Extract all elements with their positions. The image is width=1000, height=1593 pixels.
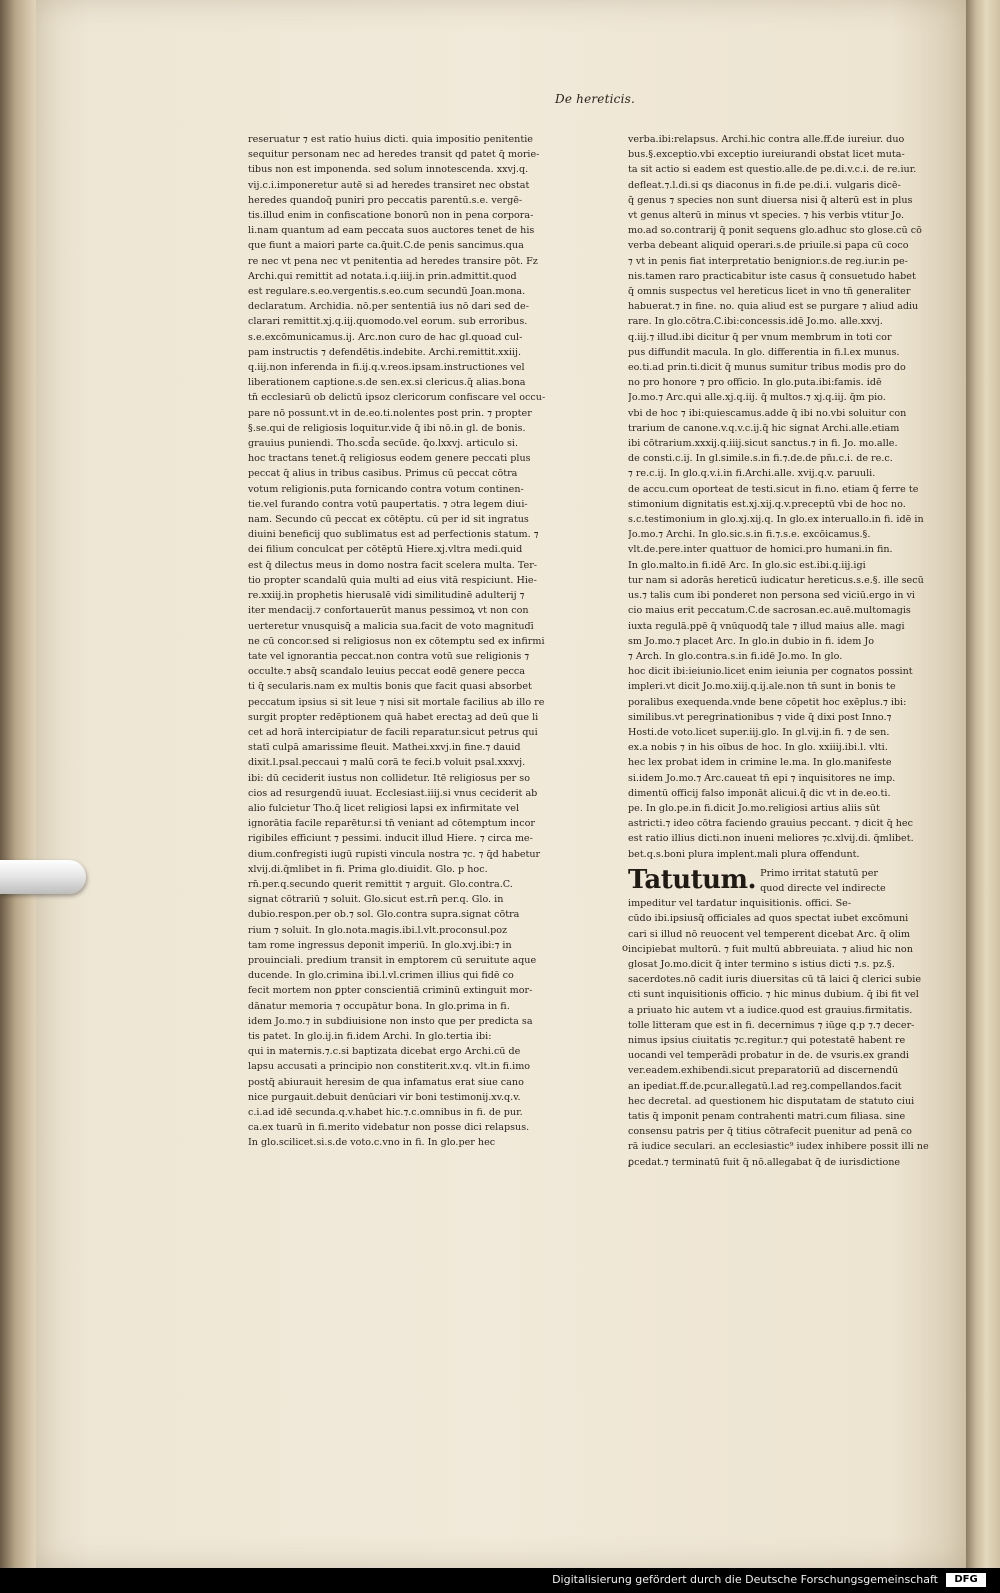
text-line: re.xxiij.in prophetis hierusalē vidi similitudinē adulterij ⁊ — [248, 590, 525, 602]
text-line: xlvij.di.q̄mlibet in fi. Prima glo.diuidit. Glo. p hoc. — [248, 863, 488, 875]
text-line: peccatum ipsius si sit leue ⁊ nisi sit mortale facilius ab illo re — [248, 696, 545, 708]
text-line: tur nam si adorās hereticū iudicatur hereticus.s.e.§. ille secū — [628, 574, 924, 586]
text-line: tolle litteram que est in fi. decernimus ⁊ iūge q.p ⁊.⁊ decer- — [628, 1019, 915, 1031]
text-line: si.idem Jo.mo.⁊ Arc.caueat tn̄ epi ⁊ inquisitores ne imp. — [628, 772, 896, 784]
text-line: statī culpā amarissime fleuit. Mathei.xxvj.in fine.⁊ dauid — [248, 742, 521, 754]
text-line: vt genus alterū in minus vt species. ⁊ his verbis vtitur Jo. — [628, 210, 905, 222]
text-line: dei filium conculcat per cōtēptū Hiere.xj.vltra medi.quid — [248, 544, 523, 556]
right-text-column — [628, 132, 958, 1252]
text-line: est ratio illius dicti.non inueni meliores ⁊c.xlvij.di. q̄mlibet. — [628, 833, 914, 845]
text-line: est regulare.s.eo.vergentis.s.eo.cum secundū Joan.mona. — [248, 286, 526, 298]
text-line: ⁊ re.c.ij. In glo.q.v.i.in fi.Archi.alle. xvij.q.v. paruuli. — [628, 468, 876, 480]
text-line: peccat q̄ alius in tribus casibus. Primus cū peccat cōtra — [248, 468, 518, 480]
text-line: ꝑcedat.⁊ terminatū fuit q̄ nō.allegabat q̄ de iurisdictione — [628, 1156, 901, 1168]
text-line: de consti.c.ij. In gl.simile.s.in fi.⁊.de.de pn̄ı.c.i. de re.c. — [628, 453, 893, 465]
text-line: pare nō possunt.vt in de.eo.ti.nolentes post prin. ⁊ propter — [248, 407, 532, 419]
text-line: rium ⁊ soluit. In glo.nota.magis.ibi.l.vlt.proconsul.poz — [248, 924, 508, 936]
text-line: q̄ omnis suspectus vel hereticus licet in vno tn̄ generaliter — [628, 286, 911, 298]
text-line: rigibiles efficiunt ⁊ pessimi. inducit illud Hiere. ⁊ circa me- — [248, 833, 533, 845]
text-line: iter mendacij.⁊ confortauerūt manus pessimoꝝ vt non con — [248, 605, 529, 617]
text-line: hoc dicit ibi:ieiunio.licet enim ieiunia per cognatos possint — [628, 666, 913, 678]
left-page-edge — [0, 0, 40, 1568]
text-line: tie.vel furando contra votū paupertatis. ⁊ ɔtra legem diui- — [248, 498, 528, 510]
text-line: re nec vt pena nec vt penitentia ad heredes transire pōt. Fz — [248, 255, 538, 267]
text-line: Hosti.de voto.licet super.iij.glo. In gl.vij.in fi. ⁊ de sen. — [628, 726, 890, 738]
text-line: ex.a nobis ⁊ in his oībus de hoc. In glo. xxiiij.ibi.l. vlti. — [628, 742, 888, 754]
text-line: hoc tractans tenet.q̄ religiosus eodem genere peccati plus — [248, 453, 531, 465]
text-line: cūdo ibi.ipsiusq̄ officiales ad quos spectat iubet excōmuni — [628, 913, 909, 925]
text-line: nam. Secundo cū peccat ex cōtēptu. cū per id sit ingratus — [248, 514, 529, 526]
text-line: tis patet. In glo.ij.in fi.idem Archi. In glo.tertia ibi: — [248, 1030, 492, 1042]
text-line: defleat.⁊.l.di.si qs diaconus in fi.de pe.di.i. vulgaris dicē- — [628, 179, 901, 191]
text-line: clarari remittit.xj.q.iij.quomodo.vel eorum. sub erroribus. — [248, 316, 528, 328]
text-line: li.nam quantum ad eam peccata suos auctores tenet de his — [248, 225, 535, 237]
text-line: tatis q̄ imponit penam contrahenti matri.cum filiasa. sine — [628, 1111, 906, 1122]
text-line: ⁊ vt in penis fiat interpretatio benignior.s.de reg.iur.in pe- — [628, 255, 908, 267]
text-line: occulte.⁊ absq̄ scandalo leuius peccat eodē genere pecca — [248, 666, 526, 678]
text-line: tibus non est imponenda. sed solum innotescenda. xxvj.q. — [248, 164, 529, 176]
statutum-text — [628, 866, 958, 1170]
text-line: tio propter scandalū quia multi ad eius vitā respiciunt. Hie- — [248, 574, 537, 586]
text-line: uerteretur vnusquisq̄ a malicia sua.facit de voto magnitudī — [248, 620, 534, 632]
text-line: cios ad resurgendū iuuat. Ecclesiast.iiij.si vnus ceciderit ab — [248, 787, 538, 799]
text-line: fecit mortem non ꝑpter conscientiā criminū extinguit mor- — [248, 985, 533, 997]
text-line: pam instructis ⁊ defendētis.indebite. Archi.remittit.xxiij. — [248, 346, 522, 358]
text-line: poralibus exequenda.vnde bene cōpetit hoc exēplus.⁊ ibi: — [628, 696, 907, 708]
text-line: rn̄.per.q.secundo querit remittit ⁊ arguit. Glo.contra.C. — [248, 878, 513, 890]
right-column-commentary — [628, 132, 958, 862]
text-line: ⁊ Arch. In glo.contra.s.in fi.idē Jo.mo. In glo. — [628, 650, 843, 662]
text-line: nice purgauit.debuit denūciari vir boni testimonij.xv.q.v. — [248, 1091, 521, 1103]
text-line: cti sunt inquisitionis officio. ⁊ hic minus dubium. q̄ ibi fit vel — [628, 989, 919, 1001]
text-line: hec lex probat idem in crimine le.ma. In glo.manifeste — [628, 757, 892, 769]
text-line: dium.confregisti iugū rupisti vincula nostra ⁊c. ⁊ q̄d habetur — [248, 848, 541, 860]
text-line: c.i.ad idē secunda.q.v.habet hic.⁊.c.omnibus in fi. de pur. — [248, 1107, 523, 1118]
text-line: tn̄ ecclesiarū ob delictū ipsoz clericorum confiscare vel occu- — [248, 392, 546, 404]
text-line: ca.ex tuarū in fi.merito videbatur non posse dici relapsus. — [248, 1122, 530, 1134]
text-line: nis.tamen raro practicabitur iste casus q̄ consuetudo habet — [628, 270, 916, 282]
text-line: sm Jo.mo.⁊ placet Arc. In glo.in dubio in fi. idem Jo — [628, 635, 875, 647]
text-line: est q̄ dilectus meus in domo nostra facit scelera multa. Ter- — [248, 559, 538, 571]
footer-bar — [0, 1568, 1000, 1593]
text-line: consensu patris per q̄ titius cōtrafecit puenitur ad penā co — [628, 1126, 912, 1138]
text-line: ti q̄ secularis.nam ex multis bonis que facit quasi absorbet — [248, 681, 532, 693]
text-line: pus diffundit macula. In glo. differentia in fi.l.ex munus. — [628, 346, 900, 358]
dfg-logo: DFG — [946, 1573, 986, 1587]
text-line: s.c.testimonium in glo.xj.xij.q. In glo.ex interuallo.in fi. idē in — [628, 514, 924, 526]
text-line: ibi: dū ceciderit iustus non collidetur. Itē religiosus per so — [248, 772, 530, 784]
text-line: ver.eadem.exhibendi.sicut preparatoriū ad discernendū — [628, 1065, 899, 1077]
statutum-initial: Tatutum. — [628, 864, 757, 895]
text-line: quod directe vel indirecte — [760, 882, 886, 894]
text-line: Primo irritat statutū per — [760, 867, 878, 879]
text-line: heredes quandoq̄ puniri pro peccatis parentū.s.e. vergē- — [248, 194, 523, 206]
text-line: similibus.vt peregrinationibus ⁊ vide q̄ dixi post Inno.⁊ — [628, 711, 892, 723]
text-line: impleri.vt dicit Jo.mo.xiij.q.ij.ale.non tn̄ sunt in bonis te — [628, 681, 896, 693]
page-clip — [0, 860, 86, 894]
section-bullet: o — [622, 943, 629, 954]
text-line: Archi.qui remittit ad notata.i.q.iiij.in prin.admittit.quod — [248, 270, 517, 282]
text-line: q̄ genus ⁊ species non sunt diuersa nisi q̄ alterū est in plus — [628, 194, 913, 206]
footer-credit: Digitalisierung gefördert durch die Deutsche Forschungsgemeinschaft — [552, 1573, 938, 1586]
text-line: dubio.respon.per ob.⁊ sol. Glo.contra supra.signat cōtra — [248, 909, 520, 921]
text-line: ducende. In glo.crimina ibi.l.vl.crimen illius qui fidē co — [248, 970, 514, 982]
text-line: prouinciali. predium transit in emptorem cū seruitute aque — [248, 954, 537, 966]
text-line: In glo.malto.in fi.idē Arc. In glo.sic est.ibi.q.iij.igi — [628, 559, 866, 571]
text-line: impeditur vel tardatur inquisitionis. offici. Se- — [628, 898, 852, 910]
text-line: qui in maternis.⁊.c.si baptizata dicebat ergo Archi.cū de — [248, 1046, 521, 1058]
text-line: Jo.mo.⁊ Archi. In glo.sic.s.in fi.⁊.s.e. excōicamus.§. — [628, 529, 871, 541]
text-line: dimentū officij falso imponāt alicui.q̄ dic vt in de.eo.ti. — [628, 787, 891, 799]
text-line: trarium de canone.v.q.v.c.ij.q̄ hic signat Archi.alle.etiam — [628, 422, 900, 434]
text-line: nimus ipsius ciuitatis ⁊c.regitur.⁊ qui potestatē habent re — [628, 1034, 906, 1046]
text-line: reseruatur ⁊ est ratio huius dicti. quia impositio penitentie — [248, 134, 533, 145]
left-text-column — [248, 132, 584, 1252]
text-line: ta sit actio si eadem est questio.alle.de pe.di.v.c.i. de re.iur. — [628, 164, 917, 176]
text-line: sacerdotes.nō cadit iuris diuersitas cū tā laici q̄ clerici subie — [628, 974, 921, 986]
statutum-section — [628, 866, 958, 1170]
right-page-edge — [966, 0, 1000, 1568]
text-line: declaratum. Archidia. nō.per sententiā ius nō dari sed de- — [248, 301, 529, 313]
text-line: surgit propter redēptionem quā habet erectaꝫ ad deū que li — [248, 711, 539, 723]
text-line: cet ad horā intercipiatur de facili reparatur.sicut petrus qui — [248, 726, 538, 738]
text-line: de accu.cum oporteat de testi.sicut in fi.no. etiam q̄ ferre te — [628, 483, 919, 495]
text-line: dixit.l.psal.peccaui ⁊ malū corā te feci.b voluit psal.xxxvj. — [248, 757, 526, 769]
text-line: astricti.⁊ ideo cōtra faciendo grauius peccant. ⁊ dicit q̄ hec — [628, 818, 913, 830]
text-line: stimonium dignitatis est.xj.xij.q.v.preceptū vbi de hoc no. — [628, 498, 906, 510]
text-line: tam rome ingressus deponit imperiū. In glo.xvj.ibi:⁊ in — [248, 939, 512, 951]
text-line: tis.illud enim in confiscatione bonorū non in pena corpora- — [248, 210, 534, 222]
text-line: bus.§.exceptio.vbi exceptio iureiurandi obstat licet muta- — [628, 149, 905, 161]
text-line: cari si illud nō reuocent vel temperent dicebat Arc. q̄ olim — [628, 928, 910, 940]
text-line: tate vel ignorantia peccat.non contra votū sue religionis ⁊ — [248, 650, 530, 662]
text-line: q.iij.⁊ illud.ibi dicitur q̄ per vnum membrum in toti cor — [628, 331, 892, 343]
text-line: us.⁊ talis cum ibi ponderet non persona sed viciū.ergo in vi — [628, 590, 915, 602]
text-line: diuini beneficij quo sublimatus est ad perfectionis statum. ⁊ — [248, 529, 539, 541]
text-line: s.e.excōmunicamus.ij. Arc.non curo de hac gl.quoad cul- — [248, 331, 523, 343]
text-line: hec decretal. ad questionem hic disputatam de statuto ciui — [628, 1095, 915, 1107]
text-line: liberationem captione.s.de sen.ex.si clericus.q̄ alias.bona — [248, 377, 526, 389]
text-line: glosat Jo.mo.dicit q̄ inter termino s istius dicti ⁊.s. pz.§. — [628, 958, 895, 970]
text-line: vij.c.i.imponeretur autē si ad heredes transiret nec obstat — [248, 179, 530, 191]
text-line: mo.ad so.contrarij q̄ ponit sequens glo.adhuc sto glose.cū cō — [628, 225, 922, 237]
text-line: sequitur personam nec ad heredes transit qd patet q̄ morie- — [248, 149, 540, 161]
text-line: eo.ti.ad prin.ti.dicit q̄ munus sumitur tribus modis pro do — [628, 362, 906, 374]
text-line: alio fulcietur Tho.q̄ licet religiosi lapsi ex infirmitate vel — [248, 802, 520, 814]
text-line: no pro honore ⁊ pro officio. In glo.puta.ibi:famis. idē — [628, 377, 882, 389]
text-line: pe. In glo.pe.in fi.dicit Jo.mo.religiosi artius aliis sūt — [628, 802, 880, 814]
text-line: incipiebat multorū. ⁊ fuit multū abbreuiata. ⁊ aliud hic non — [628, 943, 913, 955]
text-line: que fiunt a maiori parte ca.q̄uit.C.de penis sancimus.qua — [248, 240, 524, 252]
text-line: an ipediat.ff.de.pcur.allegatū.l.ad reꝫ.compellandos.facit — [628, 1080, 902, 1092]
text-line: bet.q.s.boni plura implent.mali plura offendunt. — [628, 848, 860, 860]
text-line: rā iudice seculari. an ecclesiastic⁹ iudex inhibere possit illi ne — [628, 1141, 929, 1153]
text-line: vlt.de.pere.inter quattuor de homici.pro humani.in fin. — [628, 544, 893, 556]
text-line: §.se.qui de religiosis loquitur.vide q̄ ibi nō.in gl. de bonis. — [248, 422, 526, 434]
text-line: rare. In glo.cōtra.C.ibi:concessis.idē Jo.mo. alle.xxvj. — [628, 316, 883, 328]
text-line: grauius puniendi. Tho.scd̄a secūde. q̄o.lxxvj. articulo si. — [248, 438, 518, 450]
text-line: iuxta regulā.ppē q̄ vnūquodq̄ tale ⁊ illud maius alle. magi — [628, 620, 905, 632]
text-line: In glo.scilicet.si.s.de voto.c.vno in fi. In glo.per hec — [248, 1137, 496, 1149]
text-line: lapsu accusati a principio non constiterit.xv.q. vlt.in fi.imo — [248, 1061, 531, 1073]
text-line: dānatur memoria ⁊ occupātur bona. In glo.prima in fi. — [248, 1000, 510, 1012]
text-line: habuerat.⁊ in fine. no. quia aliud est se purgare ⁊ aliud adiu — [628, 301, 919, 313]
text-line: vbi de hoc ⁊ ibi:quiescamus.adde q̄ ibi no.vbi soluitur con — [628, 407, 907, 419]
text-line: uocandi vel temperādi probatur in de. de vsuris.ex grandi — [628, 1050, 909, 1062]
text-line: ibi cōtrarium.xxxij.q.iiij.sicut sanctus.⁊ in fi. Jo. mo.alle. — [628, 438, 898, 450]
text-line: Jo.mo.⁊ Arc.qui alle.xj.q.iij. q̄ multos.⁊ xj.q.iij. q̄m pio. — [628, 392, 886, 404]
text-line: votum religionis.puta fornicando contra votum continen- — [248, 483, 524, 495]
text-line: signat cōtrariū ⁊ soluit. Glo.sicut est.rn̄ per.q. Glo. in — [248, 894, 504, 906]
text-line: ne cū concor.sed si religiosus non ex cōtemptu sed ex infirmi — [248, 635, 545, 647]
text-line: idem Jo.mo.⁊ in subdiuisione non insto que per predicta sa — [248, 1015, 533, 1027]
text-line: q.iij.non inferenda in fi.ij.q.v.reos.ipsam.instructiones vel — [248, 362, 525, 374]
text-line: a priuato hic autem vt a iudice.quod est grauius.firmitatis. — [628, 1004, 913, 1016]
text-line: postq̄ abiurauit heresim de qua infamatus erat siue cano — [248, 1076, 524, 1088]
text-line: verba.ibi:relapsus. Archi.hic contra alle.ff.de iureiur. duo — [628, 134, 905, 145]
text-line: verba debeant aliquid operari.s.de priuile.si papa cū coco — [628, 240, 909, 252]
text-line: cio maius erit peccatum.C.de sacrosan.ec.auē.multomagis — [628, 605, 911, 617]
running-head: De hereticis. — [555, 92, 635, 106]
text-line: ignorātia facile reparētur.si tn̄ veniant ad cōtemptum incor — [248, 818, 535, 830]
